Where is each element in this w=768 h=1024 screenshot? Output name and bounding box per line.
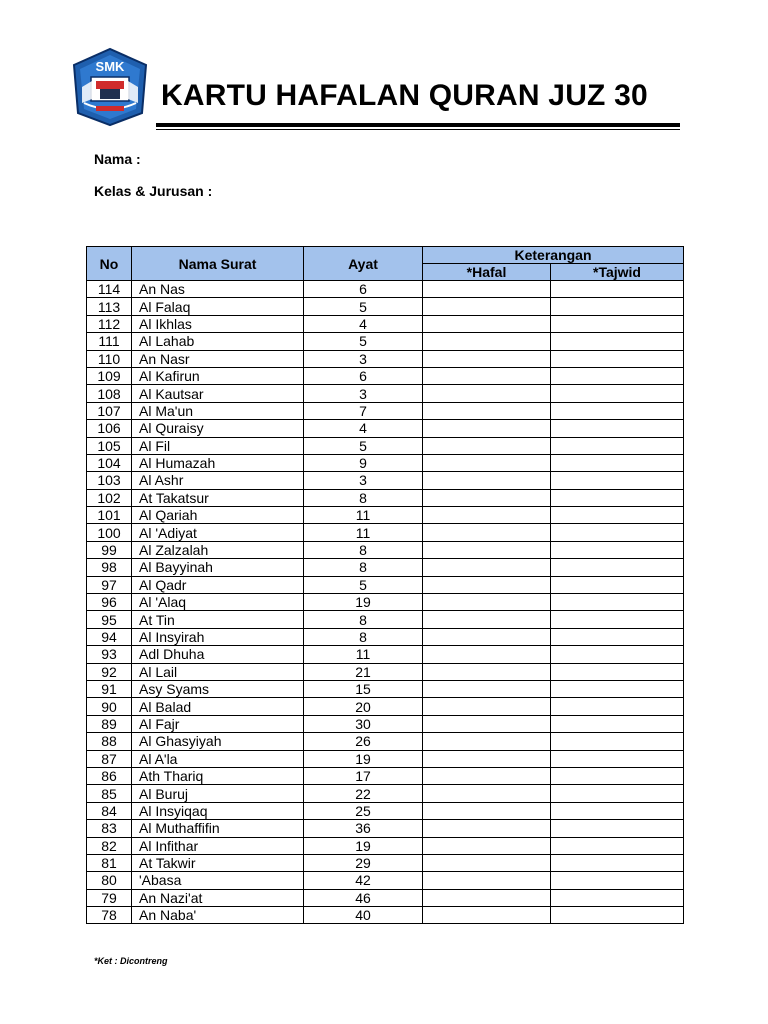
table-row [87, 298, 684, 315]
hafal-check-cell[interactable] [423, 837, 551, 854]
surah-number-cell: 109 [87, 367, 132, 384]
tajwid-check-cell[interactable] [551, 646, 684, 663]
surah-name-cell: An Nazi'at [132, 889, 304, 906]
hafal-check-cell[interactable] [423, 733, 551, 750]
surah-number-cell: 81 [87, 854, 132, 871]
tajwid-check-cell[interactable] [551, 802, 684, 819]
table-row [87, 315, 684, 332]
tajwid-check-cell[interactable] [551, 489, 684, 506]
hafal-check-cell[interactable] [423, 559, 551, 576]
verse-count-cell: 42 [304, 872, 423, 889]
tajwid-check-cell[interactable] [551, 820, 684, 837]
surah-name-cell: Al Zalzalah [132, 541, 304, 558]
tajwid-check-cell[interactable] [551, 524, 684, 541]
surah-name-cell: At Takwir [132, 854, 304, 871]
hafal-check-cell[interactable] [423, 715, 551, 732]
verse-count-cell: 46 [304, 889, 423, 906]
kelas-jurusan-label: Kelas & Jurusan : [94, 183, 213, 199]
surah-name-cell: Al A'la [132, 750, 304, 767]
table-row [87, 559, 684, 576]
surah-name-cell: At Tin [132, 611, 304, 628]
table-row [87, 367, 684, 384]
tajwid-check-cell[interactable] [551, 698, 684, 715]
surah-name-cell: Al Muthaffifin [132, 820, 304, 837]
surah-number-cell: 83 [87, 820, 132, 837]
surah-number-cell: 110 [87, 350, 132, 367]
surah-number-cell: 114 [87, 281, 132, 298]
footnote: *Ket : Dicontreng [94, 956, 168, 966]
school-logo-icon [66, 43, 154, 129]
surah-name-cell: Al 'Adiyat [132, 524, 304, 541]
verse-count-cell: 19 [304, 837, 423, 854]
surah-name-cell: 'Abasa [132, 872, 304, 889]
surah-number-cell: 96 [87, 594, 132, 611]
table-row [87, 854, 684, 871]
tajwid-check-cell[interactable] [551, 437, 684, 454]
hafal-check-cell[interactable] [423, 385, 551, 402]
surah-number-cell: 108 [87, 385, 132, 402]
surah-name-cell: Adl Dhuha [132, 646, 304, 663]
hafal-check-cell[interactable] [423, 646, 551, 663]
verse-count-cell: 11 [304, 524, 423, 541]
table-row [87, 385, 684, 402]
tajwid-check-cell[interactable] [551, 315, 684, 332]
surah-name-cell: Al Fil [132, 437, 304, 454]
title-underline-thin [156, 129, 680, 130]
surah-number-cell: 90 [87, 698, 132, 715]
tajwid-check-cell[interactable] [551, 715, 684, 732]
column-header-tajwid: *Tajwid [551, 264, 684, 281]
surah-name-cell: Al Kafirun [132, 367, 304, 384]
table-row [87, 454, 684, 471]
surah-number-cell: 105 [87, 437, 132, 454]
table-row [87, 750, 684, 767]
hafal-check-cell[interactable] [423, 889, 551, 906]
verse-count-cell: 4 [304, 315, 423, 332]
table-row [87, 472, 684, 489]
verse-count-cell: 5 [304, 298, 423, 315]
verse-count-cell: 9 [304, 454, 423, 471]
table-row [87, 802, 684, 819]
tajwid-check-cell[interactable] [551, 333, 684, 350]
table-row [87, 663, 684, 680]
verse-count-cell: 20 [304, 698, 423, 715]
surah-name-cell: Al Quraisy [132, 420, 304, 437]
surah-number-cell: 94 [87, 628, 132, 645]
tajwid-check-cell[interactable] [551, 367, 684, 384]
hafal-check-cell[interactable] [423, 785, 551, 802]
surah-number-cell: 92 [87, 663, 132, 680]
table-row [87, 872, 684, 889]
tajwid-check-cell[interactable] [551, 767, 684, 784]
surah-number-cell: 82 [87, 837, 132, 854]
surah-number-cell: 85 [87, 785, 132, 802]
hafal-check-cell[interactable] [423, 454, 551, 471]
verse-count-cell: 30 [304, 715, 423, 732]
verse-count-cell: 3 [304, 385, 423, 402]
surah-name-cell: Al Ghasyiyah [132, 733, 304, 750]
surah-number-cell: 99 [87, 541, 132, 558]
table-row [87, 507, 684, 524]
tajwid-check-cell[interactable] [551, 733, 684, 750]
tajwid-check-cell[interactable] [551, 576, 684, 593]
tajwid-check-cell[interactable] [551, 472, 684, 489]
surah-number-cell: 112 [87, 315, 132, 332]
hafal-check-cell[interactable] [423, 298, 551, 315]
verse-count-cell: 3 [304, 472, 423, 489]
hafal-check-cell[interactable] [423, 367, 551, 384]
table-row [87, 576, 684, 593]
surah-name-cell: Al Qadr [132, 576, 304, 593]
tajwid-check-cell[interactable] [551, 402, 684, 419]
verse-count-cell: 7 [304, 402, 423, 419]
nama-label: Nama : [94, 151, 141, 167]
tajwid-check-cell[interactable] [551, 385, 684, 402]
hafal-check-cell[interactable] [423, 350, 551, 367]
verse-count-cell: 19 [304, 750, 423, 767]
column-header-nama-surat: Nama Surat [132, 247, 304, 281]
tajwid-check-cell[interactable] [551, 750, 684, 767]
table-row [87, 611, 684, 628]
surah-name-cell: Al Buruj [132, 785, 304, 802]
verse-count-cell: 11 [304, 507, 423, 524]
verse-count-cell: 22 [304, 785, 423, 802]
hafal-check-cell[interactable] [423, 767, 551, 784]
surah-name-cell: Al Insyiqaq [132, 802, 304, 819]
hafal-check-cell[interactable] [423, 820, 551, 837]
table-row [87, 541, 684, 558]
memorization-table [86, 246, 684, 924]
surah-number-cell: 79 [87, 889, 132, 906]
table-row [87, 733, 684, 750]
verse-count-cell: 8 [304, 559, 423, 576]
surah-number-cell: 102 [87, 489, 132, 506]
title-underline [156, 123, 680, 127]
verse-count-cell: 4 [304, 420, 423, 437]
column-header-keterangan: Keterangan [423, 247, 684, 264]
verse-count-cell: 29 [304, 854, 423, 871]
verse-count-cell: 6 [304, 367, 423, 384]
tajwid-check-cell[interactable] [551, 837, 684, 854]
hafal-check-cell[interactable] [423, 524, 551, 541]
surah-name-cell: Al Fajr [132, 715, 304, 732]
table-row [87, 837, 684, 854]
surah-number-cell: 101 [87, 507, 132, 524]
table-row [87, 698, 684, 715]
surah-name-cell: Al Ma'un [132, 402, 304, 419]
hafal-check-cell[interactable] [423, 663, 551, 680]
surah-name-cell: Al Bayyinah [132, 559, 304, 576]
hafal-check-cell[interactable] [423, 680, 551, 697]
verse-count-cell: 19 [304, 594, 423, 611]
page-title: KARTU HAFALAN QURAN JUZ 30 [161, 79, 648, 112]
hafal-check-cell[interactable] [423, 420, 551, 437]
tajwid-check-cell[interactable] [551, 680, 684, 697]
hafal-check-cell[interactable] [423, 541, 551, 558]
verse-count-cell: 15 [304, 680, 423, 697]
table-row [87, 437, 684, 454]
column-header-ayat: Ayat [304, 247, 423, 281]
hafal-check-cell[interactable] [423, 750, 551, 767]
table-row [87, 489, 684, 506]
tajwid-check-cell[interactable] [551, 872, 684, 889]
column-header-hafal: *Hafal [423, 264, 551, 281]
surah-name-cell: An Nasr [132, 350, 304, 367]
surah-name-cell: At Takatsur [132, 489, 304, 506]
verse-count-cell: 5 [304, 576, 423, 593]
tajwid-check-cell[interactable] [551, 281, 684, 298]
table-row [87, 628, 684, 645]
surah-number-cell: 89 [87, 715, 132, 732]
surah-number-cell: 103 [87, 472, 132, 489]
verse-count-cell: 17 [304, 767, 423, 784]
hafal-check-cell[interactable] [423, 576, 551, 593]
tajwid-check-cell[interactable] [551, 454, 684, 471]
tajwid-check-cell[interactable] [551, 854, 684, 871]
surah-name-cell: Al Insyirah [132, 628, 304, 645]
table-row [87, 594, 684, 611]
table-row [87, 350, 684, 367]
surah-number-cell: 107 [87, 402, 132, 419]
surah-number-cell: 97 [87, 576, 132, 593]
tajwid-check-cell[interactable] [551, 594, 684, 611]
hafal-check-cell[interactable] [423, 402, 551, 419]
surah-name-cell: Al Balad [132, 698, 304, 715]
surah-number-cell: 95 [87, 611, 132, 628]
hafal-check-cell[interactable] [423, 315, 551, 332]
hafal-check-cell[interactable] [423, 333, 551, 350]
verse-count-cell: 25 [304, 802, 423, 819]
hafal-check-cell[interactable] [423, 802, 551, 819]
table-row [87, 785, 684, 802]
verse-count-cell: 5 [304, 333, 423, 350]
table-row [87, 524, 684, 541]
hafal-check-cell[interactable] [423, 628, 551, 645]
surah-name-cell: Al Ikhlas [132, 315, 304, 332]
verse-count-cell: 8 [304, 489, 423, 506]
tajwid-check-cell[interactable] [551, 785, 684, 802]
verse-count-cell: 8 [304, 628, 423, 645]
hafal-check-cell[interactable] [423, 698, 551, 715]
verse-count-cell: 40 [304, 907, 423, 924]
verse-count-cell: 8 [304, 541, 423, 558]
verse-count-cell: 26 [304, 733, 423, 750]
svg-text:SMK: SMK [95, 59, 125, 74]
surah-number-cell: 113 [87, 298, 132, 315]
surah-name-cell: Al Lahab [132, 333, 304, 350]
tajwid-check-cell[interactable] [551, 420, 684, 437]
table-row [87, 680, 684, 697]
table-row [87, 907, 684, 924]
tajwid-check-cell[interactable] [551, 559, 684, 576]
tajwid-check-cell[interactable] [551, 507, 684, 524]
surah-name-cell: Al Humazah [132, 454, 304, 471]
surah-number-cell: 98 [87, 559, 132, 576]
hafal-check-cell[interactable] [423, 854, 551, 871]
table-row [87, 420, 684, 437]
surah-number-cell: 104 [87, 454, 132, 471]
tajwid-check-cell[interactable] [551, 611, 684, 628]
table-row [87, 333, 684, 350]
hafal-check-cell[interactable] [423, 872, 551, 889]
table-row [87, 767, 684, 784]
surah-number-cell: 78 [87, 907, 132, 924]
verse-count-cell: 6 [304, 281, 423, 298]
surah-number-cell: 80 [87, 872, 132, 889]
verse-count-cell: 11 [304, 646, 423, 663]
table-row [87, 715, 684, 732]
verse-count-cell: 3 [304, 350, 423, 367]
verse-count-cell: 36 [304, 820, 423, 837]
surah-number-cell: 91 [87, 680, 132, 697]
table-row [87, 402, 684, 419]
surah-name-cell: An Nas [132, 281, 304, 298]
surah-number-cell: 111 [87, 333, 132, 350]
tajwid-check-cell[interactable] [551, 350, 684, 367]
surah-name-cell: Al Infithar [132, 837, 304, 854]
table-row [87, 889, 684, 906]
surah-number-cell: 106 [87, 420, 132, 437]
surah-name-cell: An Naba' [132, 907, 304, 924]
column-header-no: No [87, 247, 132, 281]
table-row [87, 281, 684, 298]
hafal-check-cell[interactable] [423, 507, 551, 524]
verse-count-cell: 21 [304, 663, 423, 680]
table-row [87, 820, 684, 837]
surah-name-cell: Al Falaq [132, 298, 304, 315]
hafal-check-cell[interactable] [423, 489, 551, 506]
surah-number-cell: 93 [87, 646, 132, 663]
hafal-check-cell[interactable] [423, 281, 551, 298]
tajwid-check-cell[interactable] [551, 541, 684, 558]
surah-name-cell: Al Kautsar [132, 385, 304, 402]
hafal-check-cell[interactable] [423, 611, 551, 628]
tajwid-check-cell[interactable] [551, 889, 684, 906]
surah-name-cell: Al Ashr [132, 472, 304, 489]
hafal-check-cell[interactable] [423, 594, 551, 611]
surah-name-cell: Al Qariah [132, 507, 304, 524]
surah-name-cell: Al Lail [132, 663, 304, 680]
hafal-check-cell[interactable] [423, 472, 551, 489]
surah-number-cell: 87 [87, 750, 132, 767]
tajwid-check-cell[interactable] [551, 298, 684, 315]
table-row [87, 646, 684, 663]
verse-count-cell: 5 [304, 437, 423, 454]
surah-number-cell: 88 [87, 733, 132, 750]
surah-number-cell: 86 [87, 767, 132, 784]
tajwid-check-cell[interactable] [551, 628, 684, 645]
surah-number-cell: 100 [87, 524, 132, 541]
tajwid-check-cell[interactable] [551, 907, 684, 924]
surah-name-cell: Al 'Alaq [132, 594, 304, 611]
tajwid-check-cell[interactable] [551, 663, 684, 680]
hafal-check-cell[interactable] [423, 437, 551, 454]
surah-name-cell: Asy Syams [132, 680, 304, 697]
surah-number-cell: 84 [87, 802, 132, 819]
hafal-check-cell[interactable] [423, 907, 551, 924]
verse-count-cell: 8 [304, 611, 423, 628]
surah-name-cell: Ath Thariq [132, 767, 304, 784]
